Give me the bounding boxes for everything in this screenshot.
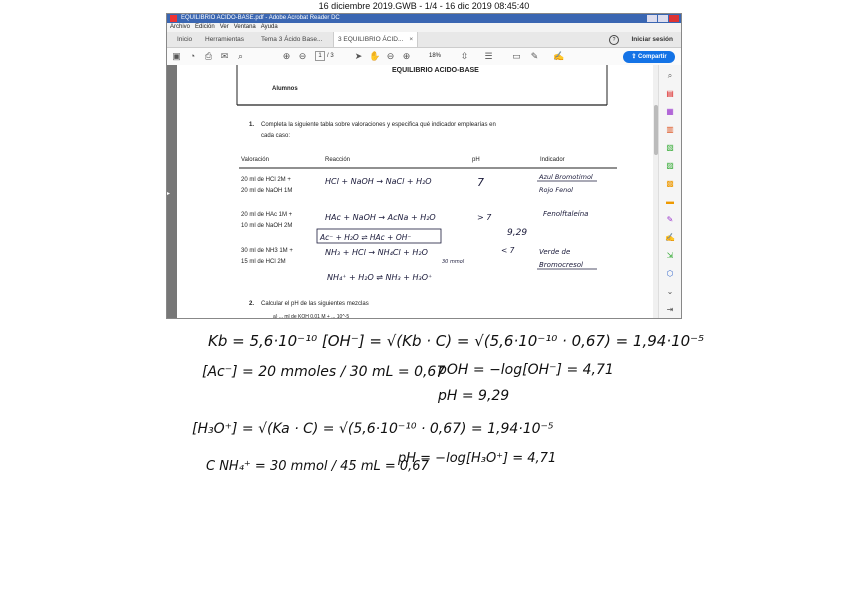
create-pdf-icon[interactable]: ▦ [666,107,674,116]
hw-ph-line: pH = 9,29 [438,388,510,404]
row1-indicator-2: Rojo Fenol [539,186,573,194]
q1-text: Completa la siguiente tabla sobre valoraciones y especifica qué indicador emplearías en [261,122,496,128]
row3-indicator-1: Verde de [539,248,571,256]
col-valoracion: Valoración [241,157,269,163]
row3-indicator-2: Bromocresol [539,261,583,269]
col-ph: pH [472,157,480,163]
handwriting-area [0,320,848,599]
pdf-page-content [177,65,653,319]
zoom-level[interactable]: 18% [429,53,442,59]
tab-tools[interactable]: Herramientas [205,36,245,43]
tab-bar [167,32,681,48]
fit-page-icon[interactable]: ⇳ [460,51,469,61]
save-icon[interactable]: ▣ [172,51,181,61]
row2-reaction: HAc + NaOH → AcNa + H₂O [325,213,436,222]
row2-val-1: 20 ml de HAc 1M + [241,212,293,218]
menu-view[interactable]: Ver [219,24,229,30]
tab-label: 3 EQUILIBRIO ÁCID... [338,36,404,43]
tab-home[interactable]: Inicio [177,36,193,43]
row2-ph: > 7 [477,213,492,222]
row2-val-2: 10 ml de NaOH 2M [241,223,293,229]
left-panel-toggle-icon[interactable]: ▸ [167,191,171,197]
row1-val-2: 20 ml de NaOH 1M [241,188,293,194]
q2-subitem: a) ... ml de KOH 0.01 M + ... 10^-5 [273,314,350,319]
signin-link[interactable]: Iniciar sesión [631,36,673,43]
menu-file[interactable]: Archivo [170,24,191,30]
screen-title: 16 diciembre 2019.GWB - 1/4 - 16 dic 2019 08:45:40 [318,1,530,11]
email-icon[interactable]: ✉ [220,51,229,61]
page-indicator [315,51,334,62]
row2-indicator: Fenolftaleína [543,210,589,218]
q1-number: 1. [249,122,255,128]
print-icon[interactable]: ⎙ [204,51,213,61]
protect-icon[interactable]: ⬡ [666,269,674,278]
share-button[interactable]: ⇪ Compartir [623,51,675,63]
menu-edit[interactable]: Edición [195,24,215,30]
comment-tool-icon[interactable]: ▩ [666,179,674,188]
row3-equilibrium: NH₄⁺ + H₂O ⇌ NH₃ + H₃O⁺ [327,273,433,282]
col-reaccion: Reacción [325,157,351,163]
row1-indicator-1: Azul Bromotimol [539,173,593,181]
window-title: EQUILIBRIO ACIDO-BASE.pdf - Adobe Acrobat Reader DC [181,15,340,21]
comment-icon[interactable]: ▭ [512,51,521,61]
acrobat-window [166,13,682,319]
hw-poh-line: pOH = −log[OH⁻] = 4,71 [438,362,614,378]
menu-bar [167,23,681,32]
menu-window[interactable]: Ventana [233,24,256,30]
q2-text: Calcular el pH de las siguientes mezclas [261,301,369,307]
students-label: Alumnos [272,86,298,92]
next-page-icon[interactable]: ⊖ [298,51,307,61]
tools-sidebar [658,65,681,319]
more-tools-chevron-icon[interactable]: ⌄ [666,287,674,296]
close-window-button[interactable] [669,15,679,22]
hw-h3o-line: [H₃O⁺] = √(Ka · C) = √(5,6·10⁻¹⁰ · 0,67) = 1,94·10⁻⁵ [192,421,554,437]
edit-pdf-icon[interactable]: ▥ [666,125,674,134]
row1-val-1: 20 ml de HCl 2M + [241,177,291,183]
tab-doc-acidbase[interactable] [257,32,326,47]
q1-text-2: cada caso: [261,133,291,139]
row1-ph: 7 [477,176,484,189]
row3-reaction: NH₃ + HCl → NH₄Cl + H₂O [325,248,428,257]
zoom-out-icon[interactable]: ⊖ [386,51,395,61]
row3-val-2: 15 ml de HCl 2M [241,259,286,265]
tab-doc-equilibrio[interactable] [333,32,418,47]
q2-number: 2. [249,301,255,307]
share-label: Compartir [638,54,667,60]
export-pdf-icon[interactable]: ▤ [666,89,674,98]
row3-ph: < 7 [501,246,515,255]
hw-kb-line: Kb = 5,6·10⁻¹⁰ [OH⁻] = √(Kb · C) = √(5,6·10⁻¹⁰ · 0,67) = 1,94·10⁻⁵ [208,332,705,350]
prev-page-icon[interactable]: ⊕ [282,51,291,61]
hw-ph2-line: pH = −log[H₃O⁺] = 4,71 [398,451,557,466]
organize-pages-icon[interactable]: ▧ [666,143,674,152]
row2-equilibrium: Ac⁻ + H₂O ⇌ HAc + OH⁻ [320,233,412,242]
acrobat-app-icon [170,15,177,22]
hand-tool-icon[interactable]: ✋ [369,51,381,61]
select-tool-icon[interactable]: ➤ [354,51,363,61]
pdf-header: EQUILIBRIO ACIDO-BASE [392,67,479,74]
document-view [167,65,682,319]
upload-icon[interactable]: ◔ [189,51,196,61]
tab-label: Tema 3 Ácido Base... [261,36,323,43]
row3-note: 30 mmol [442,259,465,265]
minimize-button[interactable] [647,15,657,22]
row2-ph-value: 9,29 [507,228,528,238]
search-icon[interactable]: ⌕ [237,51,244,61]
handwriting-canvas [0,320,848,599]
tab-close-icon[interactable]: × [409,36,414,43]
window-controls [647,15,679,22]
collapse-pane-icon[interactable]: ⇥ [666,305,674,314]
hw-ac-line: [Ac⁻] = 20 mmoles / 30 mL = 0,67 [202,364,446,380]
compress-icon[interactable]: ⇲ [666,251,674,260]
help-icon[interactable]: ? [609,35,619,45]
pen-icon[interactable]: ✎ [530,51,539,61]
pdf-page [177,65,653,319]
maximize-button[interactable] [658,15,668,22]
fill-sign-icon[interactable]: ✎ [666,215,674,224]
row1-reaction: HCl + NaOH → NaCl + H₂O [325,177,432,186]
hw-nh4-line: C NH₄⁺ = 30 mmol / 45 mL = 0,67 [206,459,429,474]
zoom-in-icon[interactable]: ⊕ [402,51,411,61]
sticky-note-icon[interactable]: ▬ [666,197,674,206]
page-number-input[interactable]: 1 [315,51,325,61]
sign-icon[interactable]: ✍ [553,51,565,61]
scroll-mode-icon[interactable]: ☰ [484,51,493,61]
page-total: / 3 [327,53,334,59]
search-tool-icon[interactable]: ⌕ [667,71,673,80]
toolbar [167,48,681,66]
send-signature-icon[interactable]: ✍ [665,233,675,242]
col-indicador: Indicador [540,157,565,163]
combine-files-icon[interactable]: ▨ [666,161,674,170]
menu-help[interactable]: Ayuda [260,24,278,30]
window-titlebar [167,14,681,23]
row3-val-1: 30 ml de NH3 1M + [241,248,293,254]
